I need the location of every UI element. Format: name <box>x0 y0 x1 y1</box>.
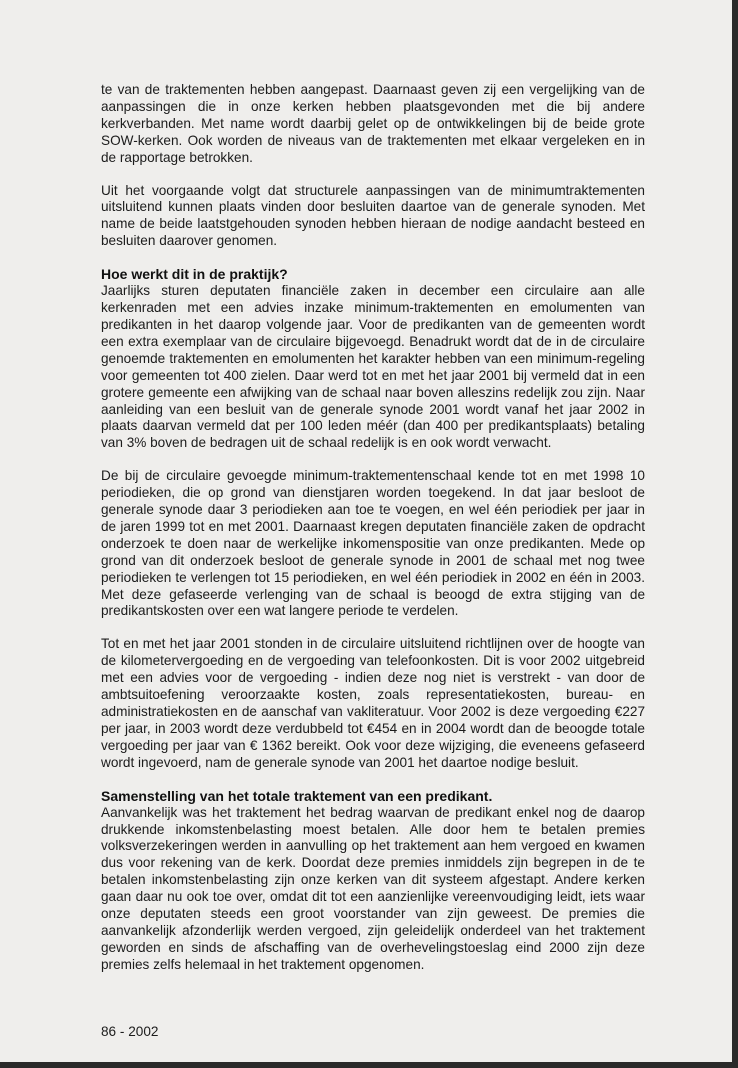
paragraph-6: Aanvankelijk was het traktement het bedrag waarvan de predikant enkel nog de daarop drukkende inkomstenbelasting moest betalen. Alle door hem te betalen premies volksverzekeringen werden in aanvulling op het traktement aan hem vergoed en kwamen dus voor rekening van de kerk. Doordat deze premies inmiddels zijn begrepen in de te betalen inkomstenbelasting zijn onze kerken van dit systeem afgestapt. Andere kerken gaan daar nu ook toe over, omdat dit tot een aanzienlijke vereenvoudiging leidt, iets waar onze deputaten steeds een groot voorstander van zijn geweest. De premies die aanvankelijk afzonderlijk werden vergoed, zijn geleidelijk onderdeel van het traktement geworden en sinds de afschaffing van de overhevelingstoeslag eind 2000 zijn deze premies zelfs helemaal in het traktement opgenomen. <box>101 804 645 972</box>
article-body <box>101 82 645 990</box>
heading-samenstelling: Samenstelling van het totale traktement van een predikant. <box>101 787 493 804</box>
paragraph-2: Uit het voorgaande volgt dat structurele aanpassingen van de minimumtraktementen uitsluitend kunnen plaats vinden door besluiten daartoe van de generale synoden. Met name de beide laatstgehouden synoden hebben hieraan de nodige aandacht besteed en besluiten daarover genomen. <box>101 182 645 249</box>
paragraph-5: Tot en met het jaar 2001 stonden in de circulaire uitsluitend richtlijnen over de hoogte van de kilometervergoeding en de vergoeding van telefoonkosten. Dit is voor 2002 uitgebreid met een advies voor de vergoeding - indien deze nog niet is verstrekt - van door de ambtsuitoefening veroorzaakte kosten, zoals representatiekosten, bureau- en administratiekosten en de aanschaf van vakliteratuur. Voor 2002 is deze vergoeding €227 per jaar, in 2003 wordt deze verdubbeld tot €454 en in 2004 wordt dan de beoogde totale vergoeding per jaar van € 1362 bereikt. Ook voor deze wijziging, die eveneens gefaseerd wordt ingevoerd, nam de generale synode van 2001 het daartoe nodige besluit. <box>101 636 645 770</box>
heading-praktijk: Hoe werkt dit in de praktijk? <box>101 266 288 283</box>
paragraph-4: De bij de circulaire gevoegde minimum-traktementenschaal kende tot en met 1998 10 periodieken, die op grond van dienstjaren worden toegekend. In dat jaar besloot de generale synode daar 3 periodieken aan toe te voegen, en wel één periodiek per jaar in de jaren 1999 tot en met 2001. Daarnaast kregen deputaten financiële zaken de opdracht onderzoek te doen naar de werkelijke inkomenspositie van onze predikanten. Mede op grond van dit onderzoek besloot de generale synode in 2001 de schaal met nog twee periodieken te verlengen tot 15 periodieken, en wel één periodiek in 2002 en één in 2003. Met deze gefaseerde verlenging van de schaal is beoogd de extra stijging van de predikantskosten over een wat langere periode te verdelen. <box>101 468 645 619</box>
page-number: 86 - 2002 <box>101 1024 159 1039</box>
paragraph-3: Jaarlijks sturen deputaten financiële zaken in december een circulaire aan alle kerkenraden met een advies inzake minimum-traktementen en emolumenten van predikanten in het daarop volgende jaar. Voor de predikanten van de gemeenten wordt een extra exemplaar van de circulaire bijgevoegd. Benadrukt wordt dat de in de circulaire genoemde traktementen en emolumenten het karakter hebben van een minimum-regeling voor gemeenten tot 400 zielen. Daar werd tot en met het jaar 2001 bij vermeld dat in een grotere gemeente een afwijking van de schaal naar boven alleszins redelijk zou zijn. Naar aanleiding van een besluit van de generale synode 2001 wordt vanaf het jaar 2002 in plaats daarvan vermeld dat per 100 leden méér (dan 400 per predikantsplaats) betaling van 3% boven de bedragen uit de schaal redelijk is en ook wordt verwacht. <box>101 283 645 451</box>
paragraph-1: te van de traktementen hebben aangepast. Daarnaast geven zij een vergelijking van de aanpassingen die in onze kerken hebben plaatsgevonden met die bij andere kerkverbanden. Met name wordt daarbij gelet op de ontwikkelingen bij de beide grote SOW-kerken. Ook worden de niveaus van de traktementen met elkaar vergeleken en in de rapportage betrokken. <box>101 82 645 165</box>
